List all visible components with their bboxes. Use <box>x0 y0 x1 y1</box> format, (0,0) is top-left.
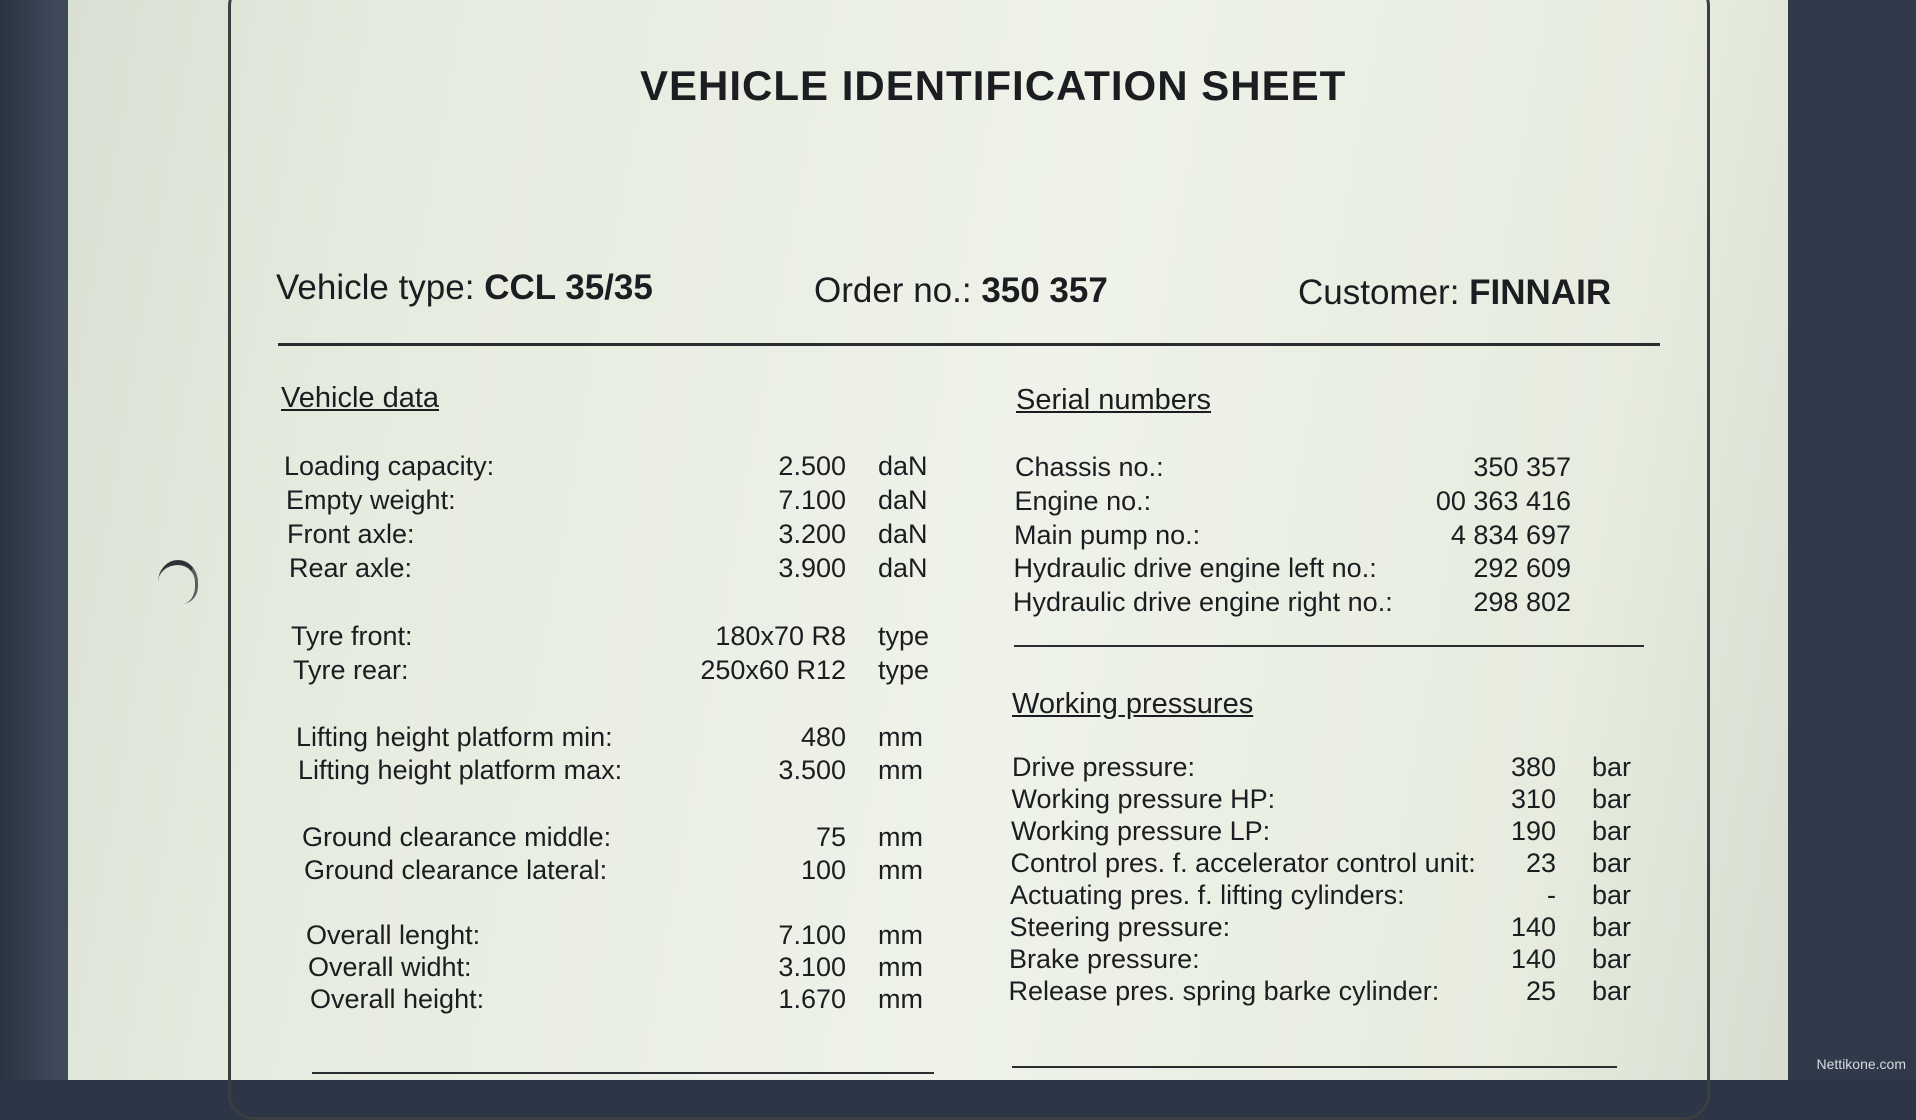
vehicle-data-row-value: 250x60 R12 <box>293 655 846 686</box>
bottom-right-divider <box>1012 1066 1617 1068</box>
working-pressure-row-label: Brake pressure: <box>1009 944 1200 975</box>
customer <box>1298 273 1611 313</box>
vehicle-type <box>276 268 653 308</box>
vehicle-data-row-unit: mm <box>878 920 923 951</box>
vehicle-data-row-value: 1.670 <box>310 984 846 1015</box>
vehicle-data-row-unit: daN <box>878 553 928 584</box>
working-pressure-row-label: Release pres. spring barke cylinder: <box>1009 976 1440 1007</box>
vehicle-data-row-label: Lifting height platform min: <box>296 722 613 753</box>
vehicle-data-row-label: Ground clearance middle: <box>302 822 611 853</box>
vehicle-data-row-label: Tyre front: <box>291 621 413 652</box>
working-pressure-row-unit: bar <box>1592 976 1631 1007</box>
vehicle-data-row-label: Overall lenght: <box>306 920 480 951</box>
working-pressure-row-unit: bar <box>1592 784 1631 815</box>
working-pressure-row-label: Control pres. f. accelerator control unit: <box>1011 848 1476 879</box>
document-title: VEHICLE IDENTIFICATION SHEET <box>640 62 1346 110</box>
vehicle-data-row-unit: daN <box>878 519 928 550</box>
vehicle-data-row-unit: mm <box>878 984 923 1015</box>
working-pressure-row-value: 310 <box>1012 784 1557 815</box>
vehicle-data-heading: Vehicle data <box>281 382 439 415</box>
vehicle-data-row-label: Overall widht: <box>308 952 472 983</box>
working-pressure-row-unit: bar <box>1592 912 1631 943</box>
vehicle-data-row-label: Empty weight: <box>286 485 456 516</box>
customer-value: FINNAIR <box>1469 273 1611 312</box>
serial-number-row-label: Hydraulic drive engine left no.: <box>1014 553 1377 584</box>
vehicle-data-row-label: Rear axle: <box>289 553 412 584</box>
vehicle-data-row-label: Lifting height platform max: <box>298 755 622 786</box>
working-pressure-row-value: 23 <box>1011 848 1557 879</box>
serial-number-row-label: Hydraulic drive engine right no.: <box>1013 587 1393 618</box>
serial-number-row-value: 298 802 <box>1013 587 1571 618</box>
working-pressure-row-label: Working pressure LP: <box>1011 816 1270 847</box>
serial-number-row-label: Chassis no.: <box>1015 452 1164 483</box>
watermark: Nettikone.com <box>1817 1056 1906 1072</box>
serial-number-row-value: 4 834 697 <box>1014 520 1571 551</box>
working-pressure-row-label: Actuating pres. f. lifting cylinders: <box>1010 880 1405 911</box>
vehicle-data-row-unit: mm <box>878 952 923 983</box>
header-divider <box>278 343 1660 346</box>
serial-number-row-value: 00 363 416 <box>1015 486 1572 517</box>
order-number <box>814 271 1108 311</box>
order-number-value: 350 357 <box>981 271 1108 310</box>
serial-number-row-value: 350 357 <box>1015 452 1571 483</box>
serial-number-row-label: Main pump no.: <box>1014 520 1200 551</box>
working-pressure-row-label: Drive pressure: <box>1012 752 1195 783</box>
vehicle-data-row-value: 3.100 <box>308 952 846 983</box>
working-pressure-row-unit: bar <box>1592 752 1631 783</box>
vehicle-data-row-unit: mm <box>878 855 923 886</box>
working-pressure-row-value: - <box>1010 880 1556 911</box>
vehicle-data-row-value: 480 <box>296 722 846 753</box>
working-pressure-row-unit: bar <box>1592 848 1631 879</box>
serial-number-row-label: Engine no.: <box>1015 486 1152 517</box>
vehicle-data-row-label: Ground clearance lateral: <box>304 855 607 886</box>
vehicle-data-row-value: 3.500 <box>298 755 846 786</box>
working-pressure-row-unit: bar <box>1592 880 1631 911</box>
vehicle-data-row-value: 7.100 <box>306 920 846 951</box>
vehicle-data-row-unit: daN <box>878 485 928 516</box>
vehicle-data-row-unit: mm <box>878 755 923 786</box>
vehicle-data-row-value: 3.900 <box>289 553 846 584</box>
vehicle-data-row-value: 75 <box>302 822 846 853</box>
serial-divider <box>1014 645 1644 647</box>
vehicle-type-value: CCL 35/35 <box>484 268 653 307</box>
vehicle-data-row-value: 7.100 <box>286 485 846 516</box>
vehicle-data-row-unit: type <box>878 621 929 652</box>
vehicle-data-row-value: 3.200 <box>287 519 846 550</box>
vehicle-data-row-label: Loading capacity: <box>284 451 494 482</box>
working-pressure-row-value: 140 <box>1009 944 1556 975</box>
customer-label: Customer: <box>1298 273 1459 312</box>
serial-number-row-value: 292 609 <box>1014 553 1572 584</box>
vehicle-data-row-value: 180x70 R8 <box>291 621 846 652</box>
vehicle-data-row-value: 2.500 <box>284 451 846 482</box>
order-number-label: Order no.: <box>814 271 972 310</box>
vehicle-data-row-label: Tyre rear: <box>293 655 409 686</box>
working-pressure-row-unit: bar <box>1592 816 1631 847</box>
working-pressure-row-value: 190 <box>1011 816 1556 847</box>
vehicle-data-row-value: 100 <box>304 855 846 886</box>
working-pressure-row-label: Steering pressure: <box>1010 912 1231 943</box>
vehicle-data-row-unit: daN <box>878 451 928 482</box>
vehicle-data-row-label: Front axle: <box>287 519 415 550</box>
working-pressure-row-value: 25 <box>1009 976 1557 1007</box>
working-pressures-heading: Working pressures <box>1012 688 1253 721</box>
working-pressure-row-value: 140 <box>1010 912 1557 943</box>
vehicle-data-row-unit: mm <box>878 822 923 853</box>
serial-numbers-heading: Serial numbers <box>1016 384 1211 417</box>
working-pressure-row-unit: bar <box>1592 944 1631 975</box>
vehicle-data-row-label: Overall height: <box>310 984 484 1015</box>
vehicle-data-row-unit: type <box>878 655 929 686</box>
bottom-left-divider <box>312 1072 934 1074</box>
working-pressure-row-value: 380 <box>1012 752 1556 783</box>
vehicle-data-row-unit: mm <box>878 722 923 753</box>
working-pressure-row-label: Working pressure HP: <box>1012 784 1276 815</box>
vehicle-type-label: Vehicle type: <box>276 268 474 307</box>
